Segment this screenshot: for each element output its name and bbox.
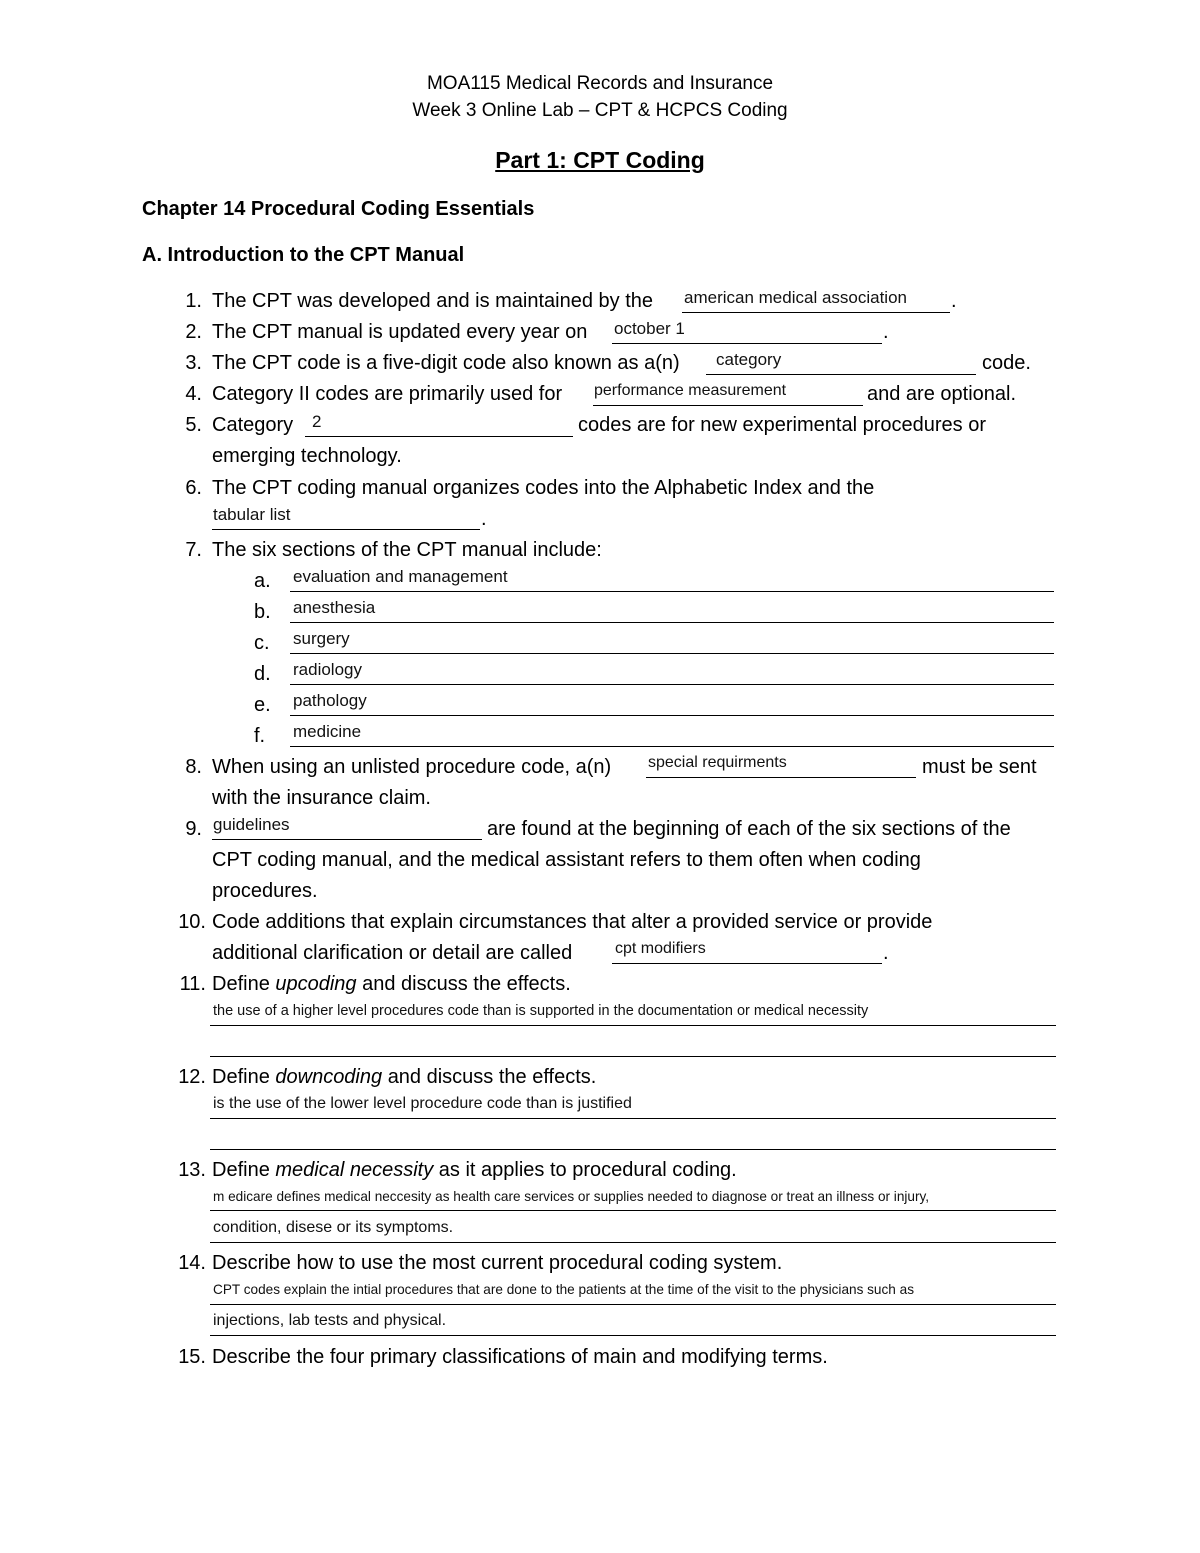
q4-answer-line: [593, 405, 863, 406]
q13-line-2: [210, 1242, 1056, 1243]
q10-line2: additional clarification or detail are called: [212, 942, 573, 964]
q12-pre: Define: [212, 1066, 270, 1088]
q13-answer-1[interactable]: m edicare defines medical neccesity as health care services or supplies needed to diagnose or treat an illness or injury,: [213, 1189, 930, 1204]
q11-pre: Define: [212, 973, 270, 995]
q13-post: as it applies to procedural coding.: [438, 1159, 737, 1181]
q3-text: The CPT code is a five-digit code also known as a(n): [212, 352, 680, 374]
q10-number: 10.: [178, 911, 206, 933]
q12-line-1: [210, 1118, 1056, 1119]
q5-text: Category: [212, 414, 294, 436]
q15-text: Describe the four primary classifications of main and modifying terms.: [212, 1346, 828, 1368]
part-title: [0, 145, 1200, 175]
q12-line-2: [210, 1149, 1056, 1150]
q3-answer-line: [706, 374, 976, 375]
q6-after: .: [481, 508, 487, 530]
q7-text: The six sections of the CPT manual include:: [212, 539, 602, 561]
chapter-heading: Chapter 14 Procedural Coding Essentials: [142, 198, 535, 220]
q3-number: 3.: [185, 352, 202, 374]
q13-answer-2[interactable]: condition, disese or its symptoms.: [213, 1219, 454, 1236]
q6-number: 6.: [185, 477, 202, 499]
q8-text: When using an unlisted procedure code, a(n): [212, 756, 612, 778]
q7-answer-f[interactable]: medicine: [293, 722, 362, 741]
q1-number: 1.: [185, 290, 202, 312]
q10-answer-line: [612, 963, 882, 964]
q13-term: medical necessity: [275, 1159, 434, 1181]
q12-text: [212, 1064, 596, 1090]
q2-answer-line: [612, 343, 882, 344]
q13-pre: Define: [212, 1159, 270, 1181]
q5-number: 5.: [185, 414, 202, 436]
q2-answer[interactable]: october 1: [614, 319, 685, 338]
week-subtitle: Week 3 Online Lab – CPT & HCPCS Coding: [412, 100, 788, 121]
q6-answer[interactable]: tabular list: [213, 505, 291, 524]
q9-line3: procedures.: [212, 880, 318, 902]
q7-line-c: [290, 653, 1054, 654]
q12-post: and discuss the effects.: [387, 1066, 597, 1088]
q8-line2: with the insurance claim.: [212, 787, 431, 809]
q14-answer-2[interactable]: injections, lab tests and physical.: [213, 1312, 447, 1329]
q1-text: The CPT was developed and is maintained by the: [212, 290, 654, 312]
q3-after: code.: [982, 352, 1031, 374]
q12-answer[interactable]: is the use of the lower level procedure code than is justified: [213, 1095, 632, 1112]
q11-term: upcoding: [275, 973, 357, 995]
q5-answer-line: [305, 436, 573, 437]
q15-number: 15.: [178, 1346, 206, 1368]
q6-answer-line: [212, 529, 480, 530]
q14-number: 14.: [178, 1252, 206, 1274]
q1-answer[interactable]: american medical association: [684, 288, 907, 307]
q7-line-b: [290, 622, 1054, 623]
q9-answer[interactable]: guidelines: [213, 815, 290, 834]
q4-number: 4.: [185, 383, 202, 405]
q7-line-f: [290, 746, 1054, 747]
q7-line-a: [290, 591, 1054, 592]
q13-text: [212, 1157, 737, 1183]
q8-answer[interactable]: special requirments: [648, 754, 787, 771]
q8-after: must be sent: [922, 756, 1037, 778]
q1-answer-line: [682, 312, 950, 313]
q10-text: Code additions that explain circumstances that alter a provided service or provide: [212, 911, 933, 933]
q14-answer-1[interactable]: CPT codes explain the intial procedures that are done to the patients at the time of the visit to the physicians such as: [213, 1282, 914, 1297]
q7-letter-e: e.: [254, 694, 271, 716]
q8-answer-line: [646, 777, 916, 778]
q7-answer-c[interactable]: surgery: [293, 629, 350, 648]
q7-answer-d[interactable]: radiology: [293, 660, 362, 679]
course-title: MOA115 Medical Records and Insurance: [426, 73, 774, 94]
q7-line-e: [290, 715, 1054, 716]
q1-after: .: [951, 290, 957, 312]
q5-line2: emerging technology.: [212, 445, 402, 467]
q10-answer[interactable]: cpt modifiers: [615, 940, 706, 957]
q11-text: [212, 971, 571, 997]
q4-after: and are optional.: [867, 383, 1017, 405]
q5-after: codes are for new experimental procedures or: [578, 414, 986, 436]
q9-after: are found at the beginning of each of the six sections of the: [487, 818, 1011, 840]
q7-answer-b[interactable]: anesthesia: [293, 598, 376, 617]
q7-answer-e[interactable]: pathology: [293, 691, 367, 710]
q7-line-d: [290, 684, 1054, 685]
section-heading: A. Introduction to the CPT Manual: [142, 244, 465, 266]
q5-answer[interactable]: 2: [312, 412, 322, 431]
q14-line-2: [210, 1335, 1056, 1336]
q9-answer-line: [212, 839, 482, 840]
q10-after: .: [883, 942, 889, 964]
q11-post: and discuss the effects.: [362, 973, 571, 995]
q8-number: 8.: [185, 756, 202, 778]
q13-line-1: [210, 1210, 1056, 1211]
q14-text: Describe how to use the most current procedural coding system.: [212, 1252, 783, 1274]
q11-line-1: [210, 1025, 1056, 1026]
q4-answer[interactable]: performance measurement: [594, 382, 787, 399]
q12-term: downcoding: [275, 1066, 383, 1088]
q9-line2: CPT coding manual, and the medical assistant refers to them often when coding: [212, 849, 921, 871]
q7-letter-f: f.: [254, 725, 266, 747]
q14-line-1: [210, 1304, 1056, 1305]
q3-answer[interactable]: category: [716, 350, 782, 369]
q4-text: Category II codes are primarily used for: [212, 383, 563, 405]
q6-text: The CPT coding manual organizes codes into the Alphabetic Index and the: [212, 477, 875, 499]
q11-answer[interactable]: the use of a higher level procedures code than is supported in the documentation or medical necessity: [213, 1003, 869, 1019]
q7-letter-a: a.: [254, 570, 271, 592]
q11-line-2: [210, 1056, 1056, 1057]
part-title-text: Part 1: CPT Coding: [495, 147, 705, 173]
q2-text: The CPT manual is updated every year on: [212, 321, 588, 343]
q7-letter-d: d.: [254, 663, 271, 685]
q7-number: 7.: [185, 539, 202, 561]
q7-letter-b: b.: [254, 601, 271, 623]
q7-answer-a[interactable]: evaluation and management: [293, 567, 508, 586]
q7-letter-c: c.: [254, 632, 270, 654]
q9-number: 9.: [185, 818, 202, 840]
q2-after: .: [883, 321, 889, 343]
q2-number: 2.: [185, 321, 202, 343]
q11-number: 11.: [179, 973, 206, 995]
q12-number: 12.: [178, 1066, 206, 1088]
q13-number: 13.: [178, 1159, 206, 1181]
